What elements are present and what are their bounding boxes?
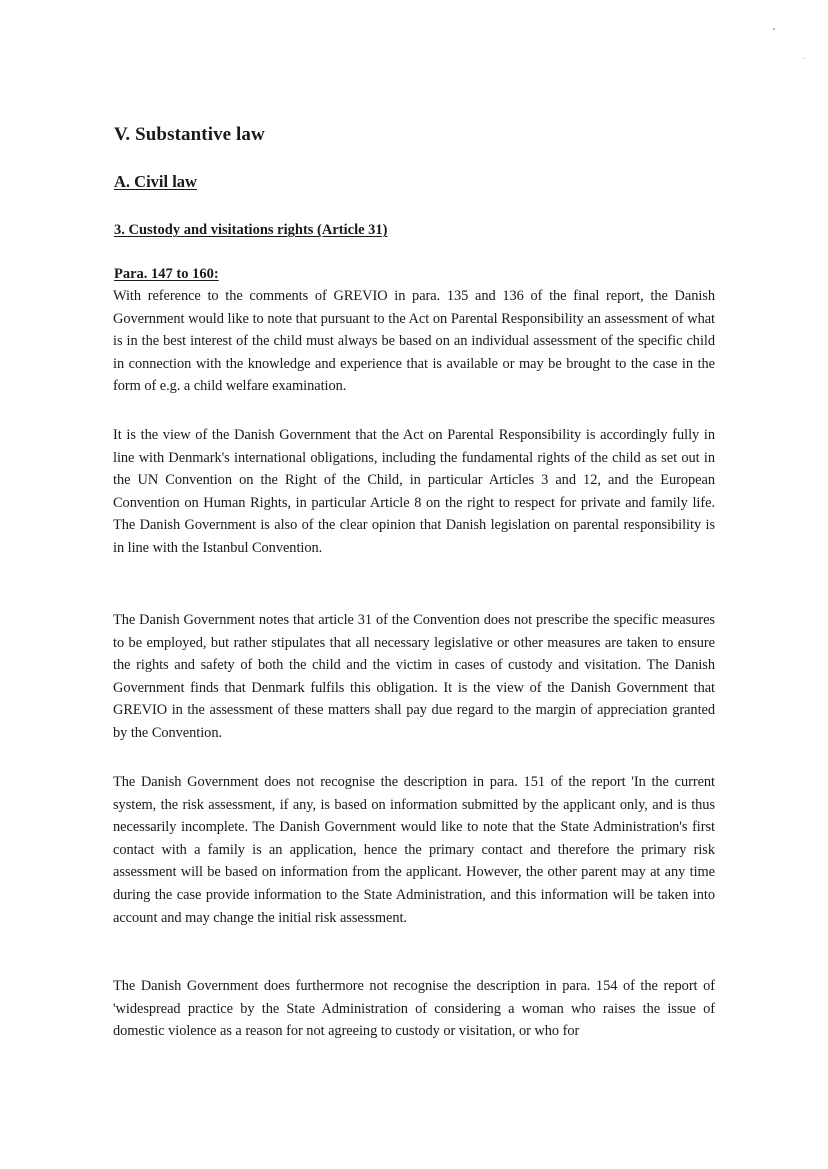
body-paragraph: With reference to the comments of GREVIO in para. 135 and 136 of the final report, the Danish Government would like to note that pursuant to the Act on Parental Responsibility an assessment of what is in the best interest of the child must always be based on an individual assessment of the specific child in connection with the knowledge and experience that is available or may be brought to the case in the form of e.g. a child welfare examination. — [113, 288, 715, 395]
scan-artifact — [803, 58, 804, 59]
section-heading: V. Substantive law — [114, 124, 265, 145]
scan-artifact — [773, 28, 775, 30]
topic-heading: 3. Custody and visitations rights (Article 31) — [114, 222, 388, 238]
body-paragraph: The Danish Government does furthermore not recognise the description in para. 154 of the report of 'widespread practice by the State Administration of considering a woman who raises the issue of domestic violence as a reason for not agreeing to custody or visitation, or who for — [113, 978, 715, 1040]
body-paragraph: The Danish Government notes that article 31 of the Convention does not prescribe the specific measures to be employed, but rather stipulates that all necessary legislative or other measures are taken to ensure the rights and safety of both the child and the victim in cases of custody and visitation. The Danish Government finds that Denmark fulfils this obligation. It is the view of the Danish Government that GREVIO in the assessment of these matters shall pay due regard to the margin of appreciation granted by the Convention. — [113, 612, 715, 741]
body-paragraph: The Danish Government does not recognise the description in para. 151 of the report 'In the current system, the risk assessment, if any, is based on information submitted by the applicant only, and is thus necessarily incomplete. The Danish Government would like to note that the State Administration's first contact with a family is an application, hence the primary contact and therefore the primary risk assessment will be based on information from the applicant. However, the other parent may at any time during the case provide information to the State Administration, and this information will be taken into account and may change the initial risk assessment. — [113, 774, 715, 926]
paragraph-reference-heading: Para. 147 to 160: — [114, 266, 219, 282]
body-paragraph: It is the view of the Danish Government that the Act on Parental Responsibility is accordingly fully in line with Denmark's international obligations, including the fundamental rights of the child as set out in the UN Convention on the Right of the Child, in particular Articles 3 and 12, and the European Convention on Human Rights, in particular Article 8 on the right to respect for private and family life. The Danish Government is also of the clear opinion that Danish legislation on parental responsibility is in line with the Istanbul Convention. — [113, 427, 715, 556]
subsection-heading: A. Civil law — [114, 172, 197, 191]
